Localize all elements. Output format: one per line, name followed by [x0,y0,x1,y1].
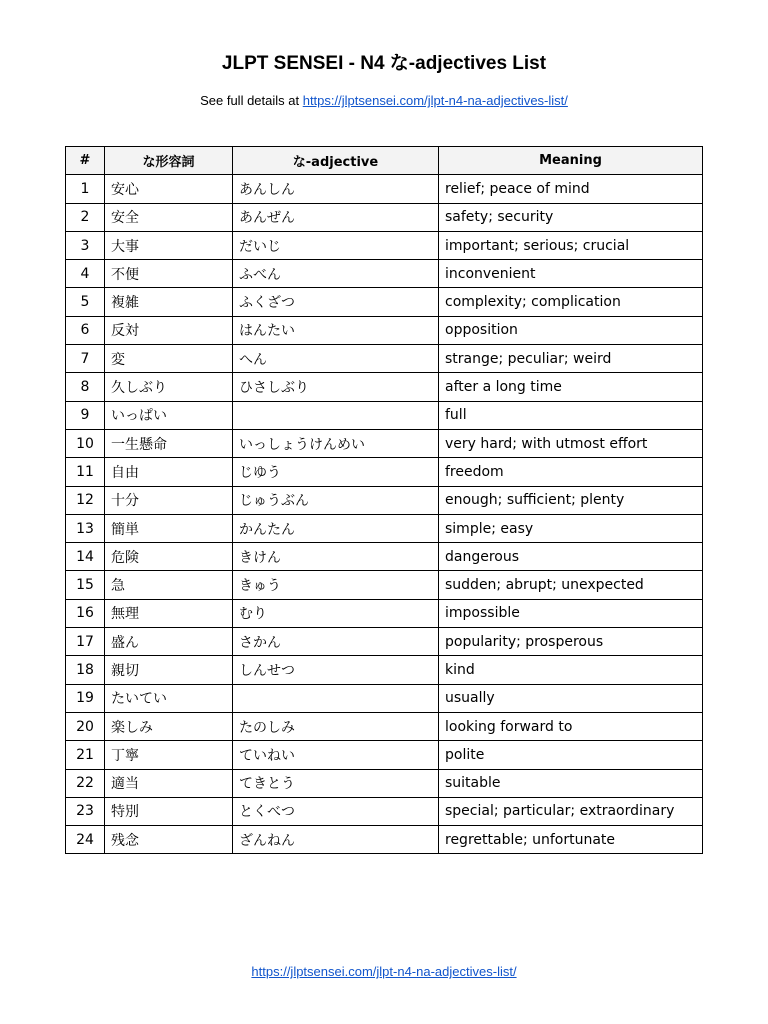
table-row [66,741,703,769]
col-header-kana: な-adjective [233,147,439,175]
row-kana [233,684,439,712]
row-meaning: complexity; complication [439,288,703,316]
row-meaning: inconvenient [439,260,703,288]
table-header-row [66,147,703,175]
row-kanji: 久しぶり [105,373,233,401]
row-number: 7 [66,345,105,373]
row-number: 10 [66,429,105,457]
row-kana: はんたい [233,316,439,344]
row-number: 2 [66,203,105,231]
row-number: 22 [66,769,105,797]
table-row [66,628,703,656]
table-row [66,401,703,429]
table-row [66,599,703,627]
row-kana: じゅうぶん [233,486,439,514]
row-kana: じゆう [233,458,439,486]
row-kanji: 危険 [105,543,233,571]
table-row [66,175,703,203]
row-number: 8 [66,373,105,401]
row-meaning: full [439,401,703,429]
row-number: 11 [66,458,105,486]
row-number: 18 [66,656,105,684]
table-row [66,514,703,542]
row-kanji: 残念 [105,826,233,854]
row-meaning: opposition [439,316,703,344]
footer-link[interactable]: https://jlptsensei.com/jlpt-n4-na-adjectives-list/ [251,964,517,979]
row-number: 24 [66,826,105,854]
row-number: 14 [66,543,105,571]
row-meaning: simple; easy [439,514,703,542]
row-kana: かんたん [233,514,439,542]
row-meaning: impossible [439,599,703,627]
row-kana: きけん [233,543,439,571]
row-kana: たのしみ [233,712,439,740]
row-kanji: 十分 [105,486,233,514]
row-number: 16 [66,599,105,627]
row-kana: むり [233,599,439,627]
row-kana: ざんねん [233,826,439,854]
row-kana: ふくざつ [233,288,439,316]
row-meaning: usually [439,684,703,712]
details-link[interactable]: https://jlptsensei.com/jlpt-n4-na-adjectives-list/ [302,93,568,108]
footer [0,963,768,981]
col-header-meaning: Meaning [439,147,703,175]
table-row [66,797,703,825]
row-kanji: 一生懸命 [105,429,233,457]
row-meaning: important; serious; crucial [439,231,703,259]
row-kanji: 盛ん [105,628,233,656]
row-kanji: 自由 [105,458,233,486]
row-number: 23 [66,797,105,825]
row-kana: とくべつ [233,797,439,825]
table-row [66,288,703,316]
row-meaning: kind [439,656,703,684]
table-row [66,543,703,571]
row-number: 21 [66,741,105,769]
row-kanji: 楽しみ [105,712,233,740]
details-line [0,92,768,110]
table-row [66,769,703,797]
row-kana: あんしん [233,175,439,203]
row-kanji: 特別 [105,797,233,825]
row-kanji: 複雑 [105,288,233,316]
row-number: 12 [66,486,105,514]
table-row [66,203,703,231]
table-row [66,260,703,288]
row-kanji: 急 [105,571,233,599]
row-meaning: looking forward to [439,712,703,740]
row-number: 6 [66,316,105,344]
table-body [66,175,703,854]
row-number: 1 [66,175,105,203]
row-meaning: suitable [439,769,703,797]
vocab-table [65,146,703,854]
table-row [66,458,703,486]
row-kana: へん [233,345,439,373]
table-row [66,345,703,373]
row-meaning: sudden; abrupt; unexpected [439,571,703,599]
row-number: 19 [66,684,105,712]
row-number: 13 [66,514,105,542]
row-number: 5 [66,288,105,316]
col-header-kanji: な形容詞 [105,147,233,175]
row-kana: ふべん [233,260,439,288]
row-meaning: dangerous [439,543,703,571]
row-kana: てきとう [233,769,439,797]
row-number: 4 [66,260,105,288]
row-kana: いっしょうけんめい [233,429,439,457]
table-row [66,684,703,712]
row-kana: あんぜん [233,203,439,231]
row-kanji: 反対 [105,316,233,344]
row-kana: だいじ [233,231,439,259]
row-kanji: 安全 [105,203,233,231]
row-kanji: たいてい [105,684,233,712]
row-number: 9 [66,401,105,429]
col-header-number: # [66,147,105,175]
row-kanji: いっぱい [105,401,233,429]
row-kana: きゅう [233,571,439,599]
row-kanji: 不便 [105,260,233,288]
table-row [66,656,703,684]
row-kanji: 大事 [105,231,233,259]
row-kanji: 親切 [105,656,233,684]
row-meaning: enough; sufficient; plenty [439,486,703,514]
row-meaning: freedom [439,458,703,486]
row-meaning: safety; security [439,203,703,231]
row-kanji: 安心 [105,175,233,203]
row-kanji: 適当 [105,769,233,797]
table-row [66,373,703,401]
details-prefix: See full details at [200,93,303,108]
row-meaning: very hard; with utmost effort [439,429,703,457]
row-kanji: 変 [105,345,233,373]
row-meaning: special; particular; extraordinary [439,797,703,825]
row-meaning: after a long time [439,373,703,401]
table-row [66,712,703,740]
row-meaning: popularity; prosperous [439,628,703,656]
row-meaning: strange; peculiar; weird [439,345,703,373]
row-kana: しんせつ [233,656,439,684]
row-number: 15 [66,571,105,599]
row-number: 20 [66,712,105,740]
row-kana: ていねい [233,741,439,769]
row-number: 3 [66,231,105,259]
row-kanji: 簡単 [105,514,233,542]
table-row [66,316,703,344]
table-row [66,231,703,259]
row-kana: さかん [233,628,439,656]
row-meaning: relief; peace of mind [439,175,703,203]
table-row [66,429,703,457]
table-row [66,486,703,514]
table-row [66,571,703,599]
row-number: 17 [66,628,105,656]
table-row [66,826,703,854]
row-kana: ひさしぶり [233,373,439,401]
row-meaning: polite [439,741,703,769]
page-title: JLPT SENSEI - N4 な-adjectives List [221,53,547,74]
row-kanji: 無理 [105,599,233,627]
row-kanji: 丁寧 [105,741,233,769]
row-meaning: regrettable; unfortunate [439,826,703,854]
row-kana [233,401,439,429]
